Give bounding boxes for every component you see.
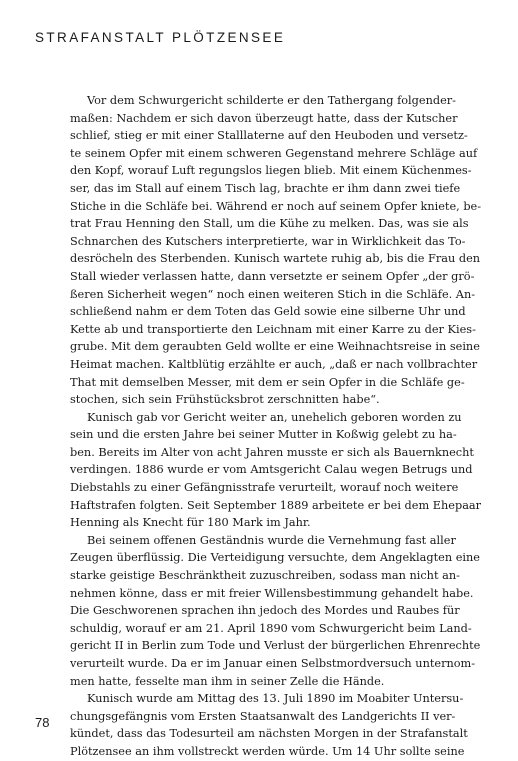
text-line: nehmen könne, dass er mit freier Willensbestimmung gehandelt habe. <box>70 586 474 600</box>
text-line: trat Frau Henning den Stall, um die Kühe zu melken. Das, was sie als <box>70 217 469 231</box>
text-line: desröcheln des Sterbenden. Kunisch wartete ruhig ab, bis die Frau den <box>70 252 481 266</box>
text-line: verdingen. 1886 wurde er vom Amtsgericht Calau wegen Betrugs und <box>70 463 473 477</box>
paragraph-3 <box>70 532 481 690</box>
text-line: Kette ab und transportierte den Leichnam mit einer Karre zu der Kies- <box>70 322 476 336</box>
text-line: schließend nahm er dem Toten das Geld sowie eine silberne Uhr und <box>70 305 466 319</box>
text-line: Schnarchen des Kutschers interpretierte, war in Wirklichkeit das To- <box>70 234 466 248</box>
text-line: ser, das im Stall auf einem Tisch lag, brachte er ihm dann zwei tiefe <box>70 181 461 195</box>
text-line: schuldig, worauf er am 21. April 1890 vom Schwurgericht beim Land- <box>70 621 472 635</box>
text-line: ßeren Sicherheit wegen“ noch einen weiteren Stich in die Schläfe. An- <box>70 287 476 301</box>
paragraph-4 <box>70 690 468 760</box>
text-line: stochen, sich sein Frühstücksbrot zerschnitten habe“. <box>70 393 380 407</box>
text-line: ben. Bereits im Alter von acht Jahren musste er sich als Bauernknecht <box>70 445 474 459</box>
text-line: grube. Mit dem geraubten Geld wollte er eine Weihnachtsreise in seine <box>70 340 480 354</box>
text-line: chungsgefängnis vom Ersten Staatsanwalt des Landgerichts II ver- <box>70 709 456 723</box>
text-line: men hatte, fesselte man ihm in seiner Zelle die Hände. <box>70 674 385 688</box>
text-line: Zeugen überflüssig. Die Verteidigung versuchte, dem Angeklagten eine <box>70 551 480 565</box>
text-line: Heimat machen. Kaltblütig erzählte er auch, „daß er nach vollbrachter <box>70 357 478 371</box>
text-line: Plötzensee an ihm vollstreckt werden würde. Um 14 Uhr sollte seine <box>70 744 465 758</box>
text-line: den Kopf, worauf Luft regungslos liegen blieb. Mit einem Küchenmes- <box>70 164 472 178</box>
text-line: kündet, dass das Todesurteil am nächsten Morgen in der Strafanstalt <box>70 727 468 741</box>
text-line: Die Geschworenen sprachen ihn jedoch des Mordes und Raubes für <box>70 604 460 618</box>
text-line: Bei seinem offenen Geständnis wurde die Vernehmung fast aller <box>87 533 456 547</box>
text-line: verurteilt wurde. Da er im Januar einen Selbstmordversuch unternom- <box>70 657 476 670</box>
text-line: Stall wieder verlassen hatte, dann versetzte er seinem Opfer „der grö- <box>70 269 475 283</box>
text-line: Kunisch wurde am Mittag des 13. Juli 1890 im Moabiter Untersu- <box>87 692 464 706</box>
text-line: gericht II in Berlin zum Tode und Verlust der bürgerlichen Ehrenrechte <box>70 639 481 653</box>
paragraph-1 <box>70 92 482 409</box>
text-line: Kunisch gab vor Gericht weiter an, unehelich geboren worden zu <box>87 410 462 424</box>
running-header: STRAFANSTALT PLÖTZENSEE <box>35 30 286 45</box>
text-line: That mit demselben Messer, mit dem er sein Opfer in die Schläfe ge- <box>70 375 465 389</box>
text-line: sein und die ersten Jahre bei seiner Mutter in Koßwig gelebt zu ha- <box>70 428 457 442</box>
text-line: Diebstahls zu einer Gefängnisstrafe verurteilt, worauf noch weitere <box>70 481 459 495</box>
text-line: Vor dem Schwurgericht schilderte er den Tathergang folgender- <box>87 94 456 107</box>
page-number: 78 <box>35 715 50 730</box>
text-line: maßen: Nachdem er sich davon überzeugt hatte, dass der Kutscher <box>70 111 458 125</box>
body-text <box>70 92 482 761</box>
text-line: schlief, stieg er mit einer Stalllaterne auf den Heuboden und versetz- <box>70 129 468 143</box>
text-line: Haftstrafen folgten. Seit September 1889 arbeitete er bei dem Ehepaar <box>70 498 482 512</box>
text-line: starke geistige Beschränktheit zuzuschreiben, sodass man nicht an- <box>70 569 460 583</box>
text-line: te seinem Opfer mit einem schweren Gegenstand mehrere Schläge auf <box>70 146 478 160</box>
text-line: Henning als Knecht für 180 Mark im Jahr. <box>70 516 311 530</box>
text-line: Stiche in die Schläfe bei. Während er noch auf seinem Opfer kniete, be- <box>70 199 482 213</box>
paragraph-2 <box>70 409 482 532</box>
